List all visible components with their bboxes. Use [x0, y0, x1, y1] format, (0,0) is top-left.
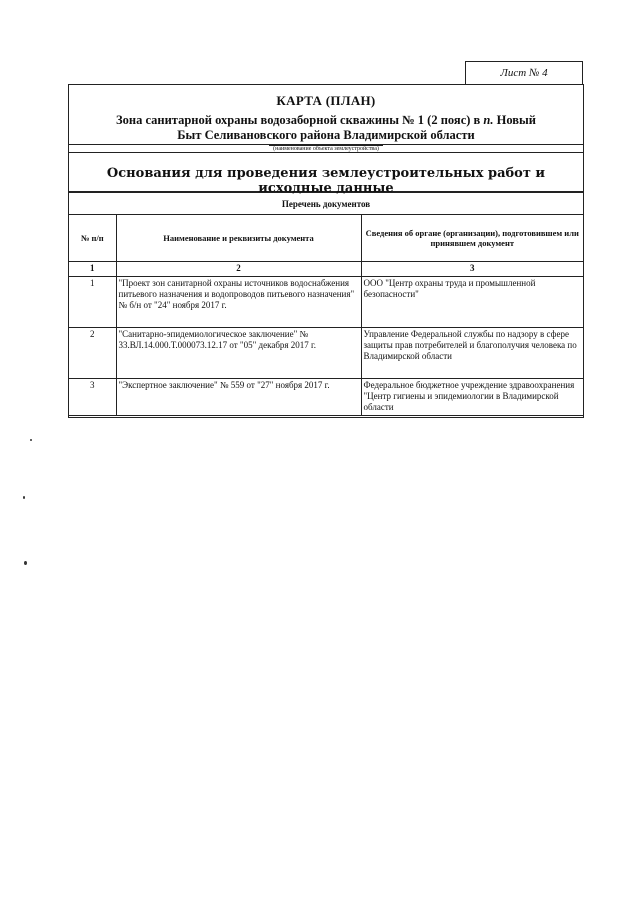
object-name-line1-italic: п. — [483, 113, 494, 127]
row-number: 3 — [69, 379, 116, 416]
table-row — [69, 277, 583, 328]
object-name — [69, 113, 583, 143]
sheet-number-box — [465, 61, 583, 84]
header-organization: Сведения об органе (организации), подготовившем или принявшем документ — [361, 215, 583, 262]
row-number: 2 — [69, 328, 116, 379]
header-number: № п/п — [69, 215, 116, 262]
documents-table — [69, 215, 583, 416]
object-name-line2: Быт Селивановского района Владимирской области — [177, 128, 475, 142]
object-name-line1-start: Зона санитарной охраны водозаборной скважины № 1 (2 пояс) в — [116, 113, 484, 127]
header-document: Наименование и реквизиты документа — [116, 215, 361, 262]
document-title: КАРТА (ПЛАН) — [276, 93, 376, 108]
table-header-row — [69, 215, 583, 262]
row-document: "Санитарно-эпидемиологическое заключение" № 33.ВЛ.14.000.Т.000073.12.17 от "05" декабря 2017 г. — [116, 328, 361, 379]
documents-list-title: Перечень документов — [69, 193, 583, 215]
object-caption-row — [69, 145, 583, 153]
section-title: Основания для проведения землеустроительных работ и исходные данные — [106, 166, 546, 196]
document-frame — [68, 84, 584, 418]
scan-speck — [30, 439, 32, 441]
table-row — [69, 328, 583, 379]
row-organization: Федеральное бюджетное учреждение здравоохранения "Центр гигиены и эпидемиологии в Владимирской области — [361, 379, 583, 416]
column-number: 2 — [116, 262, 361, 277]
row-number: 1 — [69, 277, 116, 328]
section-title-row — [69, 153, 583, 196]
sheet-number-label: Лист № 4 — [500, 67, 548, 79]
row-organization: ООО "Центр охраны труда и промышленной безопасности" — [361, 277, 583, 328]
row-organization: Управление Федеральной службы по надзору в сфере защиты прав потребителей и благополучия человека по Владимирской области — [361, 328, 583, 379]
title-block — [69, 85, 583, 145]
column-number: 3 — [361, 262, 583, 277]
scan-speck — [23, 496, 25, 499]
scan-speck — [24, 561, 27, 565]
row-document: "Экспертное заключение" № 559 от "27" ноября 2017 г. — [116, 379, 361, 416]
object-name-line1-end: Новый — [493, 113, 536, 127]
row-document: "Проект зон санитарной охраны источников водоснабжения питьевого назначения и водопроводов питьевого назначения" № б/н от "24" ноября 2017 г. — [116, 277, 361, 328]
object-caption: (наименование объекта землеустройства) — [269, 145, 383, 152]
column-number: 1 — [69, 262, 116, 277]
column-number-row — [69, 262, 583, 277]
table-row — [69, 379, 583, 416]
